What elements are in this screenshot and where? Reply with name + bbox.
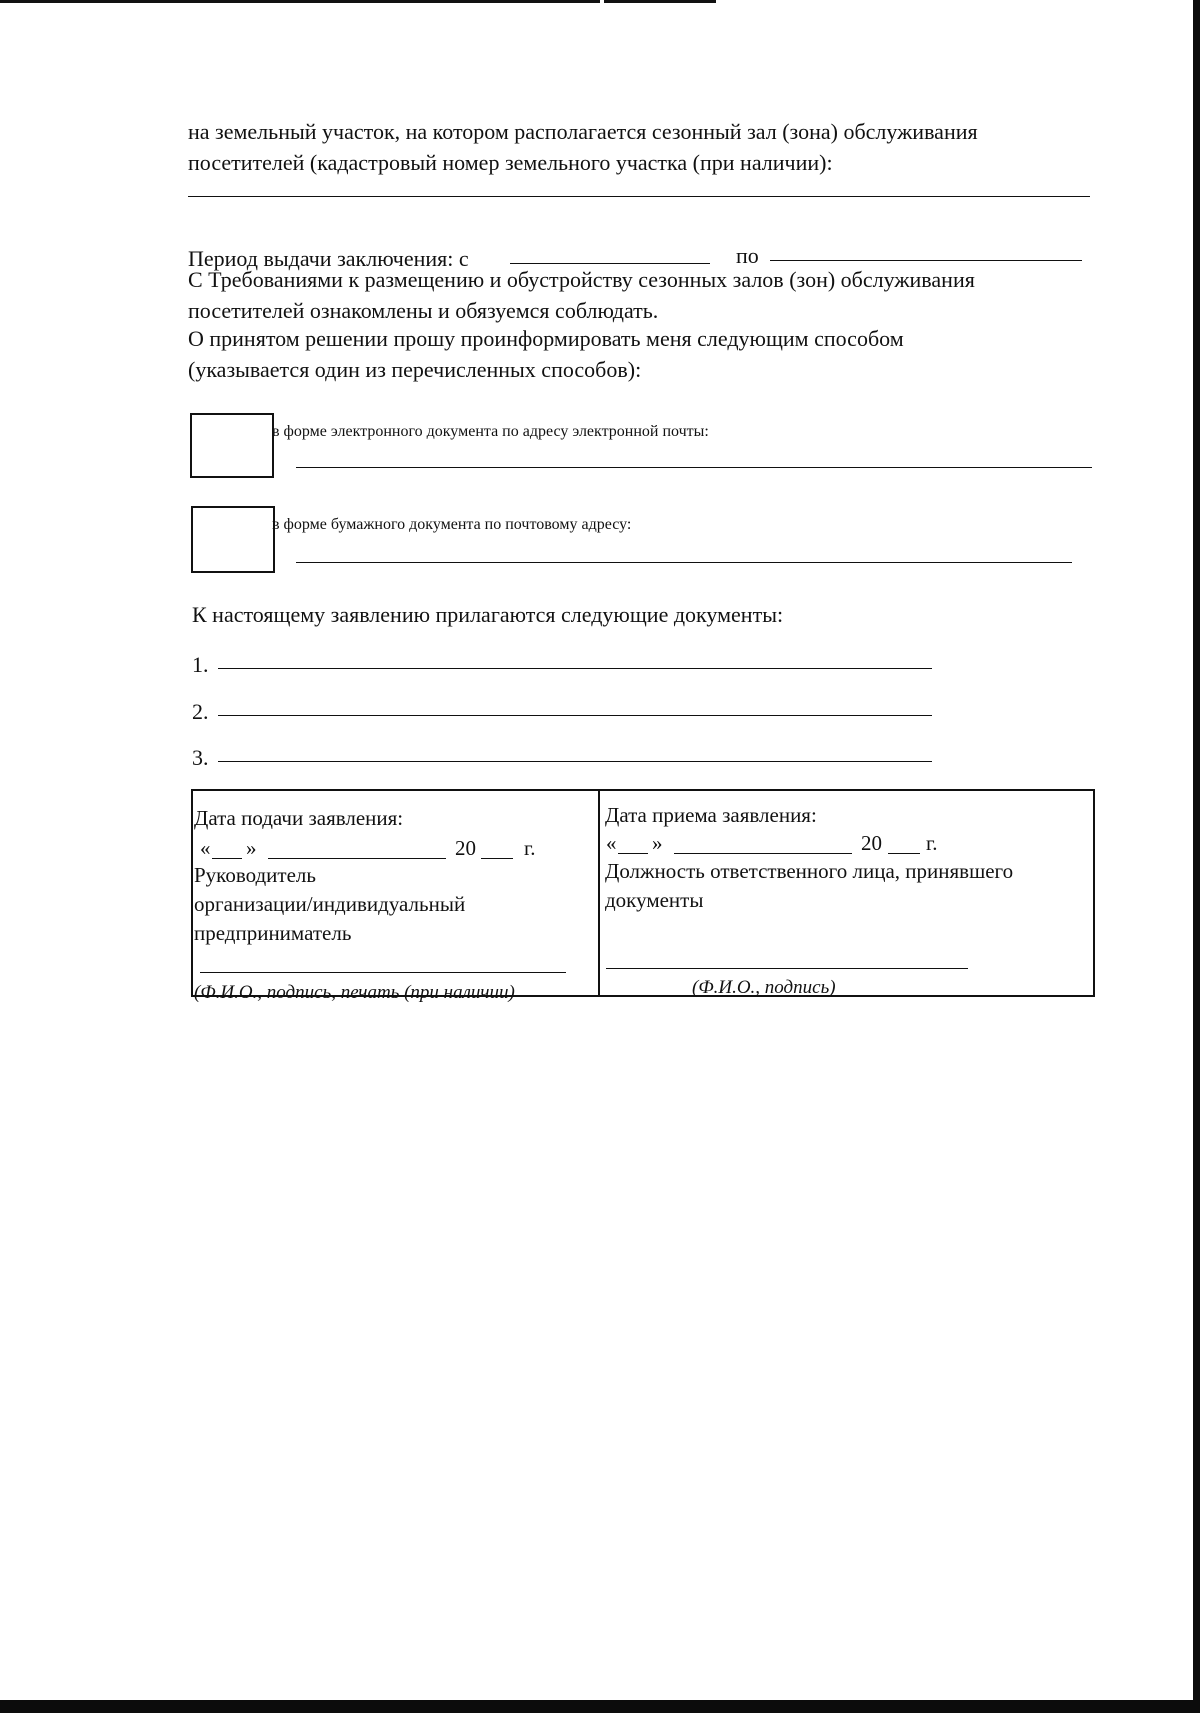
attachment-number: 1. <box>192 652 209 677</box>
scan-edge-bottom <box>0 1700 1200 1713</box>
receipt-month-field[interactable] <box>674 853 852 854</box>
attachment-field-3[interactable] <box>218 761 932 762</box>
scan-edge-top <box>604 0 716 3</box>
postal-option-checkbox[interactable] <box>191 506 275 573</box>
scan-edge-right <box>1193 0 1200 1713</box>
period-label: Период выдачи заключения: с <box>188 246 469 271</box>
requirements-line-1: С Требованиями к размещению и обустройству сезонных залов (зон) обслуживания <box>188 267 975 292</box>
intro-line-1: на земельный участок, на котором располагается сезонный зал (зона) обслуживания <box>188 119 978 144</box>
receipt-day-open: « <box>606 831 617 855</box>
attachment-field-1[interactable] <box>218 668 932 669</box>
notify-paragraph <box>188 323 1090 385</box>
requirements-line-2: посетителей ознакомлены и обязуемся соблюдать. <box>188 298 659 323</box>
submission-day-field[interactable] <box>212 858 242 859</box>
attachment-number: 2. <box>192 699 209 724</box>
attachments-heading: К настоящему заявлению прилагаются следующие документы: <box>192 602 784 627</box>
applicant-signature-caption: (Ф.И.О., подпись, печать (при наличии) <box>194 982 515 1003</box>
scan-edge-top <box>0 0 600 3</box>
receiver-role-line-2: документы <box>605 888 704 912</box>
submission-year-prefix: 20 <box>455 836 476 860</box>
submission-month-field[interactable] <box>268 858 446 859</box>
receipt-year-field[interactable] <box>888 853 920 854</box>
applicant-role-line-2: организации/индивидуальный <box>194 892 466 916</box>
submission-year-field[interactable] <box>481 858 513 859</box>
submission-year-suffix: г. <box>524 836 536 860</box>
receipt-date-label: Дата приема заявления: <box>605 803 817 827</box>
receiver-role-line-1: Должность ответственного лица, принявшего <box>605 859 1014 883</box>
submission-day-open: « <box>200 836 211 860</box>
period-to-field[interactable] <box>770 260 1082 261</box>
cadastral-number-field[interactable] <box>188 196 1090 197</box>
receipt-year-suffix: г. <box>926 831 938 855</box>
intro-line-2: посетителей (кадастровый номер земельного участка (при наличии): <box>188 150 833 175</box>
applicant-role-line-1: Руководитель <box>194 863 316 887</box>
notify-line-2: (указывается один из перечисленных способов): <box>188 357 642 382</box>
signature-table-divider <box>598 789 600 997</box>
email-option-label: в форме электронного документа по адресу электронной почты: <box>272 423 709 440</box>
applicant-signature-field[interactable] <box>200 972 566 973</box>
submission-day-close: » <box>246 836 257 860</box>
receipt-year-prefix: 20 <box>861 831 882 855</box>
intro-paragraph <box>188 116 1090 178</box>
postal-address-field[interactable] <box>296 562 1072 563</box>
attachment-number: 3. <box>192 745 209 770</box>
receiver-signature-caption: (Ф.И.О., подпись) <box>692 977 836 998</box>
submission-date-label: Дата подачи заявления: <box>194 806 404 830</box>
receipt-day-field[interactable] <box>618 853 648 854</box>
postal-option-label: в форме бумажного документа по почтовому адресу: <box>272 516 632 533</box>
applicant-role-line-3: предприниматель <box>194 921 352 945</box>
receiver-signature-field[interactable] <box>606 968 968 969</box>
receipt-day-close: » <box>652 831 663 855</box>
email-address-field[interactable] <box>296 467 1092 468</box>
requirements-paragraph <box>188 264 1090 326</box>
attachment-field-2[interactable] <box>218 715 932 716</box>
period-to-label: по <box>736 243 759 268</box>
email-option-checkbox[interactable] <box>190 413 274 478</box>
notify-line-1: О принятом решении прошу проинформировать меня следующим способом <box>188 326 904 351</box>
